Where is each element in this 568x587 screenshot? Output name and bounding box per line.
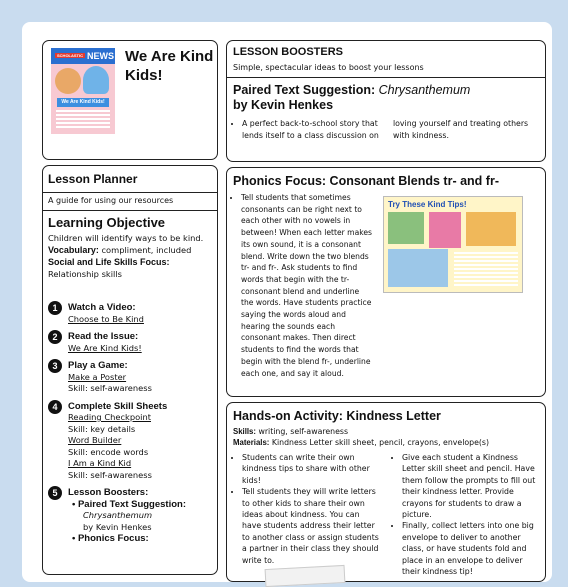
objective-text: Children will identify ways to be kind. <box>48 233 204 243</box>
step-heading: Lesson Boosters: <box>68 487 149 498</box>
phonics-instructions: • Tell students that sometimes consonants can be right next to each other with no vowels in between! When each letter makes its own sound, it is a consonant blend. Write down the two blends tr- and fr-. Ask students to find words that begin with the tr- consonant blend and underline the words. Have students practice saying the words aloud and hearing the sounds each consonant makes. Then direct students to find the words that begin with the blend fr-, underline each one, and say it aloud. <box>241 192 373 379</box>
cover-card <box>42 40 218 160</box>
step-number: 4 <box>48 400 62 414</box>
activity-step: • Give each student a Kindness Letter skill sheet and pencil. Have them follow the prompts to fill out their kindness letter. Provide crayons for students to draw a picture. <box>402 452 539 520</box>
lesson-steps <box>43 284 217 545</box>
booster-book-author: by Kevin Henkes <box>83 521 152 532</box>
step-heading: Play a Game: <box>68 360 128 371</box>
issue-title: We Are Kind Kids! <box>125 48 214 84</box>
skill-text: Skill: key details <box>68 423 136 434</box>
vocab-label: Vocabulary: <box>48 245 99 255</box>
vocab-text: compliment, included <box>98 245 192 255</box>
skill-text: Skill: self-awareness <box>68 469 152 480</box>
booster-item: • Paired Text Suggestion: <box>72 499 186 511</box>
step-heading: Read the Issue: <box>68 331 139 342</box>
step-3 <box>48 360 212 395</box>
step-4 <box>48 401 212 482</box>
boosters-subheading: Simple, spectacular ideas to boost your lessons <box>233 63 424 72</box>
boosters-heading: LESSON BOOSTERS <box>233 46 344 58</box>
tips-title: Try These Kind Tips! <box>388 200 467 209</box>
paired-label: Paired Text Suggestion: <box>233 83 379 97</box>
skills-label: Skills: <box>233 427 256 436</box>
skill-text: Skill: encode words <box>68 446 149 457</box>
step-2 <box>48 331 212 354</box>
booster-item: • Phonics Focus: <box>72 533 186 545</box>
skills-text: writing, self-awareness <box>255 427 349 436</box>
materials-label: Materials: <box>233 438 270 447</box>
activity-step: • Students can write their own kindness tips to share with other kids! <box>242 452 379 486</box>
hands-on-heading: Hands-on Activity: Kindness Letter <box>233 409 441 423</box>
activity-step: • Tell students they will write letters to other kids to share their own ideas about kindness. You can have students address their letter to another class or assign students a partner in their class they should write to. <box>242 486 379 566</box>
lesson-sheet <box>22 22 552 582</box>
step-number: 1 <box>48 301 62 315</box>
objective-heading: Learning Objective <box>48 215 166 230</box>
paired-book-title: Chrysanthemum <box>378 83 471 97</box>
skill-sheet-link[interactable]: Word Builder <box>68 435 122 445</box>
learning-objective <box>43 210 217 284</box>
step-number: 5 <box>48 486 62 500</box>
magazine-cover-image[interactable]: $^{SCHOLASTIC}$ NEWS We Are Kind Kids! <box>51 48 115 134</box>
phonics-focus <box>226 167 546 397</box>
lesson-planner <box>42 165 218 575</box>
step-5 <box>48 487 212 545</box>
lesson-boosters <box>226 40 546 162</box>
planner-subtitle: A guide for using our resources <box>43 192 217 210</box>
paired-text-section <box>227 77 545 142</box>
step-number: 2 <box>48 330 62 344</box>
activity-step: • Finally, collect letters into one big envelope to deliver to another class, or have students fold and place in an envelope to deliver their kindness tip! <box>402 520 539 577</box>
paired-description: • A perfect back-to-school story that lends itself to a class discussion on <box>242 118 379 142</box>
booster-book-title: Chrysanthemum <box>83 510 153 520</box>
step-1 <box>48 302 212 325</box>
social-text: Relationship skills <box>48 269 122 279</box>
issue-link[interactable]: We Are Kind Kids! <box>68 342 142 353</box>
hands-on-activity <box>226 402 546 582</box>
skill-text: Skill: self-awareness <box>68 383 152 393</box>
letter-sheet-image <box>265 565 346 587</box>
step-number: 3 <box>48 359 62 373</box>
materials-text: Kindness Letter skill sheet, pencil, crayons, envelope(s) <box>269 438 490 447</box>
video-link[interactable]: Choose to Be Kind <box>68 313 144 324</box>
skill-sheet-link[interactable]: I Am a Kind Kid <box>68 458 132 468</box>
phonics-heading: Phonics Focus: Consonant Blends tr- and fr- <box>233 174 499 188</box>
skill-sheet-link[interactable]: Reading Checkpoint <box>68 412 151 422</box>
kind-tips-image[interactable] <box>383 196 523 293</box>
magazine-masthead: NEWS <box>87 51 114 61</box>
social-label: Social and Life Skills Focus: <box>48 257 170 267</box>
step-heading: Complete Skill Sheets <box>68 400 168 412</box>
planner-title: Lesson Planner <box>48 172 138 186</box>
paired-description-cont: loving yourself and treating others with kindness. <box>393 119 529 140</box>
paired-author: by Kevin Henkes <box>233 98 334 112</box>
step-heading: Watch a Video: <box>68 302 136 313</box>
magazine-banner: We Are Kind Kids! <box>57 98 109 107</box>
game-link[interactable]: Make a Poster <box>68 371 127 382</box>
